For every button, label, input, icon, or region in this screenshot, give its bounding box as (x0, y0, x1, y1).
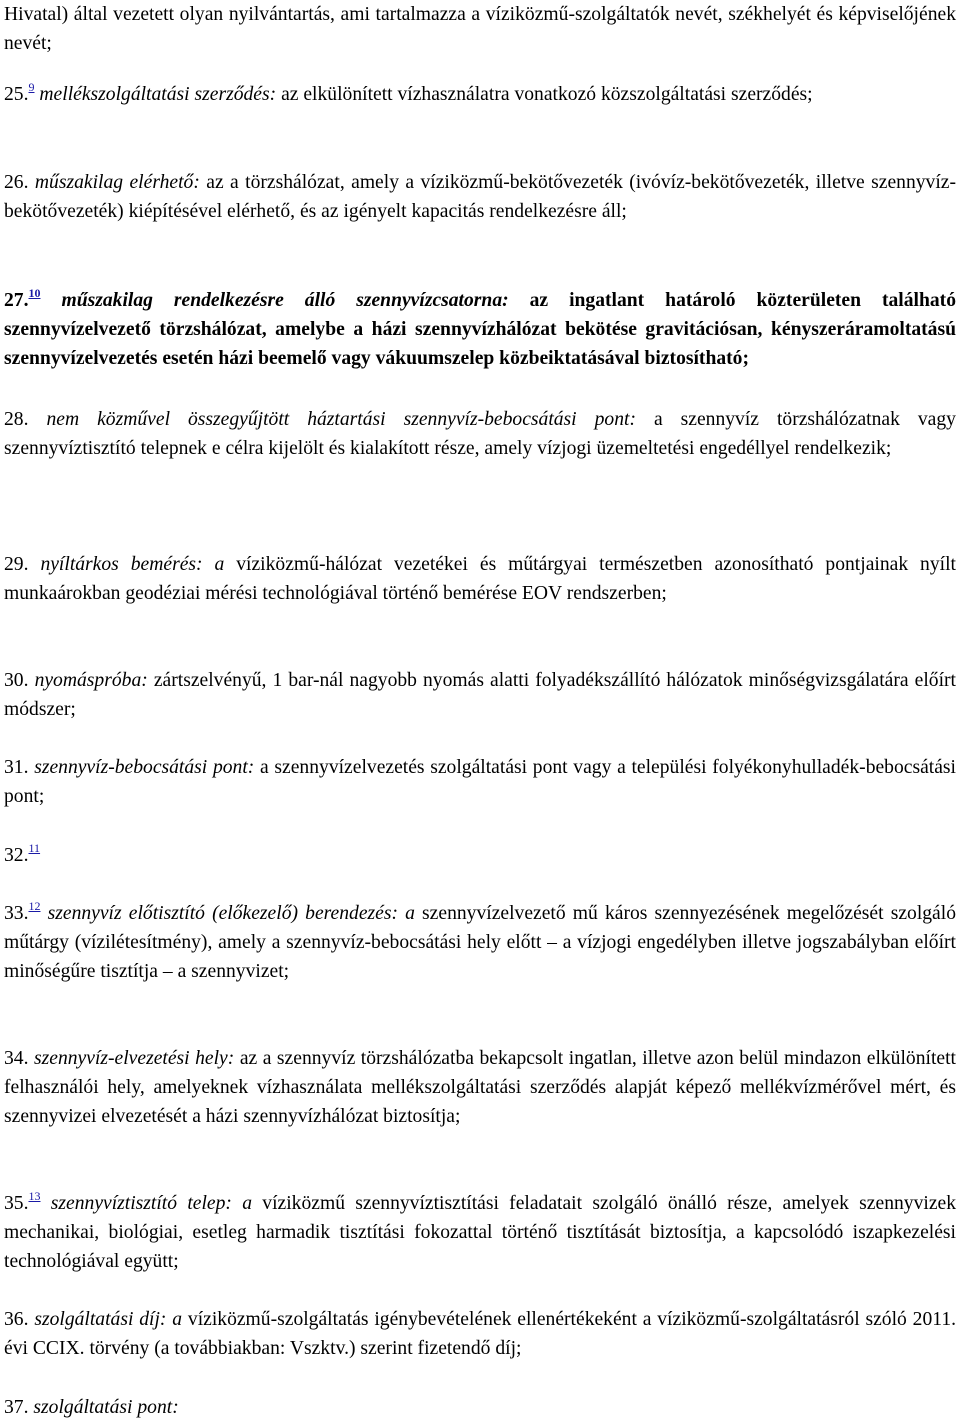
definition-term: nyomáspróba: (34, 670, 148, 691)
footnote-link[interactable]: 13 (28, 1189, 41, 1203)
paragraph-continuation (4, 0, 956, 58)
definition-term: szennyvíztisztító telep: a (50, 1193, 252, 1214)
definition-text: víziközmű-hálózat vezetékei és műtárgyai természetben azonosítható pontjainak nyílt munkaárokban geodéziai mérési technológiával történő bemérése EOV rendszerben; (4, 554, 956, 604)
definition-number: 31. (4, 757, 29, 778)
definition-number: 27. (4, 290, 29, 311)
definition-number: 35. (4, 1193, 29, 1214)
definition-35 (4, 1189, 956, 1276)
definition-term: mellékszolgáltatási szerződés: (39, 84, 277, 105)
definition-number: 25. (4, 84, 29, 105)
definition-term: műszakilag elérhető: (34, 172, 200, 193)
definition-36 (4, 1305, 956, 1363)
definition-term: szolgáltatási pont: (33, 1397, 179, 1418)
definition-text: az elkülönített vízhasználatra vonatkozó közszolgáltatási szerződés; (281, 84, 813, 105)
definition-number: 34. (4, 1048, 29, 1069)
definition-text: víziközmű szennyvíztisztítási feladatait szolgáló önálló része, amelyek szennyvizek mechanikai, biológiai, esetleg harmadik tisztítási fokozattal történő tisztítását biztosítja, a kapcsolódó iszapkezelési technológiával együtt; (4, 1193, 957, 1272)
definition-34 (4, 1044, 956, 1131)
definition-33 (4, 899, 956, 986)
definition-term: nem közművel összegyűjtött háztartási szennyvíz-bebocsátási pont: (46, 409, 636, 430)
definition-number: 37. (4, 1397, 29, 1418)
definition-number: 30. (4, 670, 29, 691)
definition-term: szennyvíz előtisztító (előkezelő) berendezés: a (47, 903, 415, 924)
definition-text: zártszelvényű, 1 bar-nál nagyobb nyomás alatti folyadékszállító hálózatok minőségvizsgálatára előírt módszer; (4, 670, 956, 720)
definition-text: a szennyvízelvezetés szolgáltatási pont vagy a települési folyékonyhulladék-bebocsátási pont; (4, 757, 957, 807)
definition-32 (4, 841, 956, 870)
footnote-link[interactable]: 9 (28, 80, 35, 94)
definition-29 (4, 550, 956, 608)
definition-number: 36. (4, 1309, 29, 1330)
definition-26 (4, 168, 956, 226)
definition-text: a szennyvíz törzshálózatnak vagy szennyvíztisztító telepnek e célra kijelölt és kialakított része, amely vízjogi üzemeltetési engedéllyel rendelkezik; (4, 409, 956, 459)
definition-number: 26. (4, 172, 29, 193)
footnote-link[interactable]: 11 (28, 841, 41, 855)
definition-text: víziközmű-szolgáltatás igénybevételének ellenértékeként a víziközmű-szolgáltatásról szóló 2011. évi CCIX. törvény (a továbbiakban: Vszktv.) szerint fizetendő díj; (4, 1309, 957, 1359)
footnote-link[interactable]: 12 (28, 899, 41, 913)
definition-text: az ingatlant határoló közterületen található szennyvízelvezető törzshálózat, amelybe a házi szennyvízhálózat bekötése gravitációsan, kényszeráramoltatású szennyvízelvezetés esetén házi beemelő vagy vákuumszelep közbeiktatásával biztosítható; (4, 290, 956, 369)
definition-term: műszakilag rendelkezésre álló szennyvízcsatorna: (61, 290, 509, 311)
definition-37 (4, 1393, 956, 1422)
definition-25 (4, 80, 956, 109)
definition-30 (4, 666, 956, 724)
definition-text: az a törzshálózat, amely a víziközmű-bekötővezeték (ivóvíz-bekötővezeték, illetve szennyvíz-bekötővezeték) kiépítésével elérhető, és az igényelt kapacitás rendelkezésre áll; (4, 172, 957, 222)
definition-31 (4, 753, 956, 811)
definition-number: 32. (4, 845, 29, 866)
definition-27 (4, 286, 956, 373)
definition-term: nyíltárkos bemérés: a (40, 554, 225, 575)
footnote-link[interactable]: 10 (28, 286, 41, 300)
definition-text: szennyvízelvezető mű káros szennyezésének megelőzését szolgáló műtárgy (vízilétesítmény), amely a szennyvíz-bebocsátási hely előtt – a vízjogi engedélyben illetve jogszabályban előírt minőségűre tisztítja – a szennyvizet; (4, 903, 956, 982)
definition-term: szennyvíz-elvezetési hely: (34, 1048, 235, 1069)
definition-number: 28. (4, 409, 29, 430)
definition-number: 33. (4, 903, 29, 924)
definition-term: szennyvíz-bebocsátási pont: (34, 757, 255, 778)
definition-text: az a szennyvíz törzshálózatba bekapcsolt ingatlan, illetve azon belül mindazon elkülönített felhasználói hely, amelyeknek vízhasználata mellékszolgáltatási szerződés alapját képező mellékvízmérővel mért, és szennyvizei elvezetését a házi szennyvízhálózat biztosítja; (4, 1048, 956, 1127)
definition-number: 29. (4, 554, 29, 575)
definition-28 (4, 405, 956, 463)
definition-term: szolgáltatási díj: a (34, 1309, 183, 1330)
paragraph-text: Hivatal) által vezetett olyan nyilvántartás, ami tartalmazza a víziközmű-szolgáltatók nevét, székhelyét és képviselőjének nevét; (4, 4, 956, 54)
